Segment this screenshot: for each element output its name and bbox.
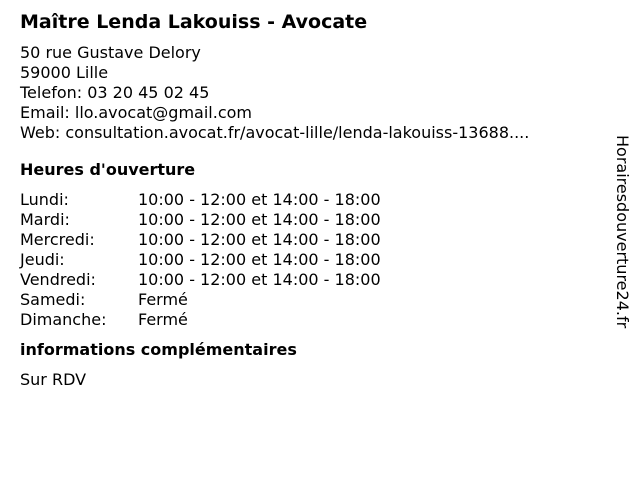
day-label: Mardi: (20, 210, 70, 229)
business-name: Maître Lenda Lakouiss - Avocate (20, 11, 368, 33)
web-link[interactable]: Web: consultation.avocat.fr/avocat-lille/lenda-lakouiss-13688.... (20, 123, 530, 142)
day-label: Samedi: (20, 290, 86, 309)
day-hours: 10:00 - 12:00 et 14:00 - 18:00 (138, 270, 381, 289)
hours-row-jeudi (20, 250, 590, 270)
hours-row-dimanche (20, 310, 590, 330)
day-hours: Fermé (138, 310, 188, 329)
day-label: Vendredi: (20, 270, 96, 289)
opening-hours-list (20, 190, 590, 330)
business-card (20, 10, 590, 390)
address-city: 59000 Lille (20, 63, 109, 82)
day-hours: 10:00 - 12:00 et 14:00 - 18:00 (138, 190, 381, 209)
day-label: Jeudi: (20, 250, 65, 269)
additional-info-title: informations complémentaires (20, 340, 297, 359)
address-street: 50 rue Gustave Delory (20, 43, 201, 62)
day-hours: 10:00 - 12:00 et 14:00 - 18:00 (138, 250, 381, 269)
day-label: Lundi: (20, 190, 69, 209)
hours-row-mardi (20, 210, 590, 230)
contact-block (20, 43, 590, 143)
additional-info-text: Sur RDV (20, 370, 87, 389)
side-brand-text: Horairesdouverture24.fr (613, 135, 632, 329)
opening-hours-title: Heures d'ouverture (20, 160, 196, 179)
day-hours: Fermé (138, 290, 188, 309)
phone-text: Telefon: 03 20 45 02 45 (20, 83, 210, 102)
hours-row-samedi (20, 290, 590, 310)
day-hours: 10:00 - 12:00 et 14:00 - 18:00 (138, 210, 381, 229)
hours-row-mercredi (20, 230, 590, 250)
day-label: Dimanche: (20, 310, 107, 329)
hours-row-vendredi (20, 270, 590, 290)
hours-row-lundi (20, 190, 590, 210)
day-label: Mercredi: (20, 230, 95, 249)
email-text: Email: llo.avocat@gmail.com (20, 103, 252, 122)
day-hours: 10:00 - 12:00 et 14:00 - 18:00 (138, 230, 381, 249)
